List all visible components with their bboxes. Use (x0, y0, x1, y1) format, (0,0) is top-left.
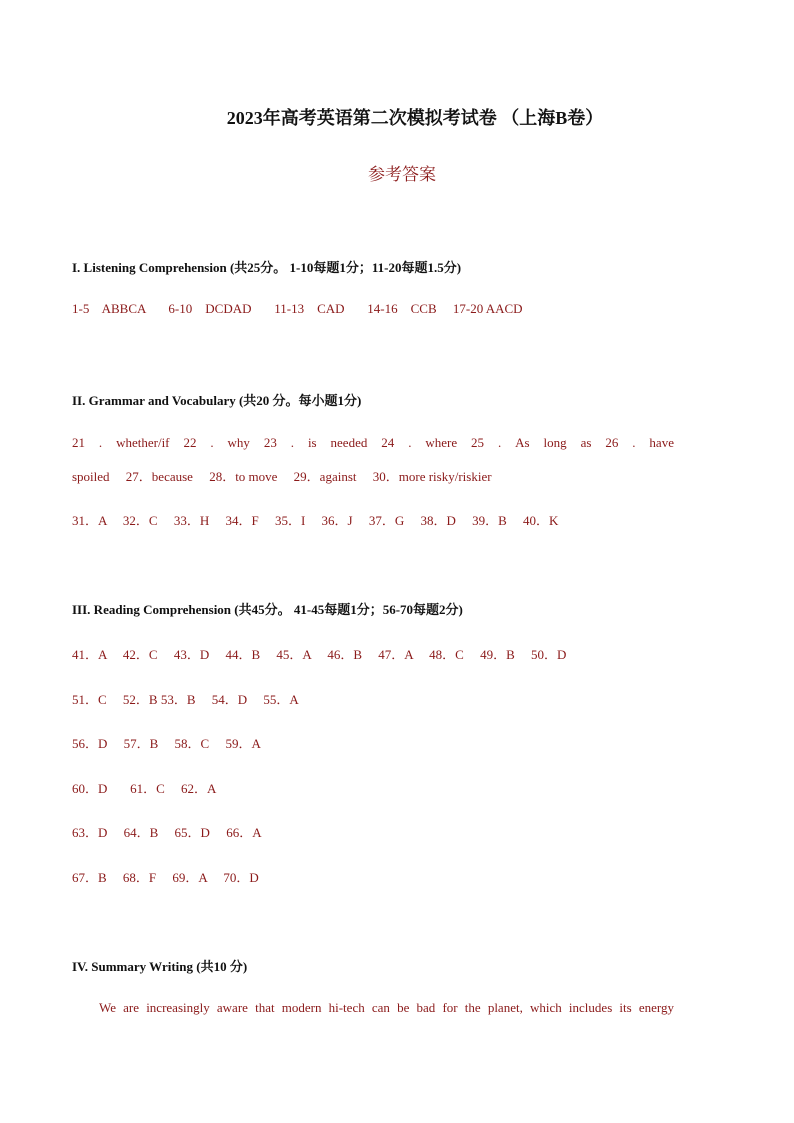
grammar-answers-line-1 (72, 435, 674, 451)
vocabulary-answers: 31．A 32．C 33．H 34．F 35．I 36．J 37．G 38．D 39．B 40．K (72, 513, 559, 528)
section-summary-heading: IV. Summary Writing (共10 分) (72, 959, 248, 974)
reading-answers-41-50: 41．A 42．C 43．D 44．B 45．A 46．B 47．A 48．C 49．B 50．D (72, 647, 567, 662)
grammar-token: long (543, 435, 567, 450)
grammar-token: . (497, 435, 502, 450)
reading-answers-63-66: 63．D 64．B 65．D 66．A (72, 825, 262, 840)
grammar-token: where (425, 435, 458, 450)
grammar-answers-line-2: spoiled 27．because 28．to move 29．against 30．more risky/riskier (72, 469, 492, 484)
grammar-token: why (227, 435, 250, 450)
reading-answers-67-70: 67．B 68．F 69．A 70．D (72, 870, 259, 885)
reading-answers-60-62: 60．D 61．C 62．A (72, 781, 217, 796)
grammar-token: . (408, 435, 412, 450)
section-reading-heading: III. Reading Comprehension (共45分。 41-45每题1分；56-70每题2分) (72, 602, 463, 617)
section-listening-heading: I. Listening Comprehension (共25分。 1-10每题1分；11-20每题1.5分) (72, 260, 462, 275)
grammar-token: As (515, 435, 530, 450)
reading-answers-56-59: 56．D 57．B 58．C 59．A (72, 736, 261, 751)
reading-answers-51-55: 51．C 52．B 53．B 54．D 55．A (72, 692, 299, 707)
grammar-token: is (307, 435, 317, 450)
grammar-token: . (210, 435, 214, 450)
grammar-token: 21 (72, 435, 85, 450)
page-subtitle: 参考答案 (368, 165, 436, 184)
grammar-token: as (580, 435, 592, 450)
grammar-token: have (649, 435, 674, 450)
grammar-token: 22 (183, 435, 197, 450)
listening-answers: 1-5 ABBCA 6-10 DCDAD 11-13 CAD 14-16 CCB 17-20 AACD (72, 301, 523, 316)
grammar-token: whether/if (116, 435, 170, 450)
summary-text: We are increasingly aware that modern hi-tech can be bad for the planet, which includes its energy (99, 1000, 674, 1015)
grammar-token: needed (330, 435, 368, 450)
grammar-token: . (632, 435, 636, 450)
grammar-token: 24 (381, 435, 395, 450)
grammar-token: 25 (471, 435, 485, 450)
section-grammar-heading: II. Grammar and Vocabulary (共20 分。每小题1分) (72, 393, 362, 408)
grammar-token: . (98, 435, 103, 450)
grammar-token: 26 (605, 435, 619, 450)
grammar-token: . (290, 435, 295, 450)
grammar-token: 23 (263, 435, 277, 450)
page-title: 2023年高考英语第二次模拟考试卷 （上海B卷） (226, 108, 604, 128)
